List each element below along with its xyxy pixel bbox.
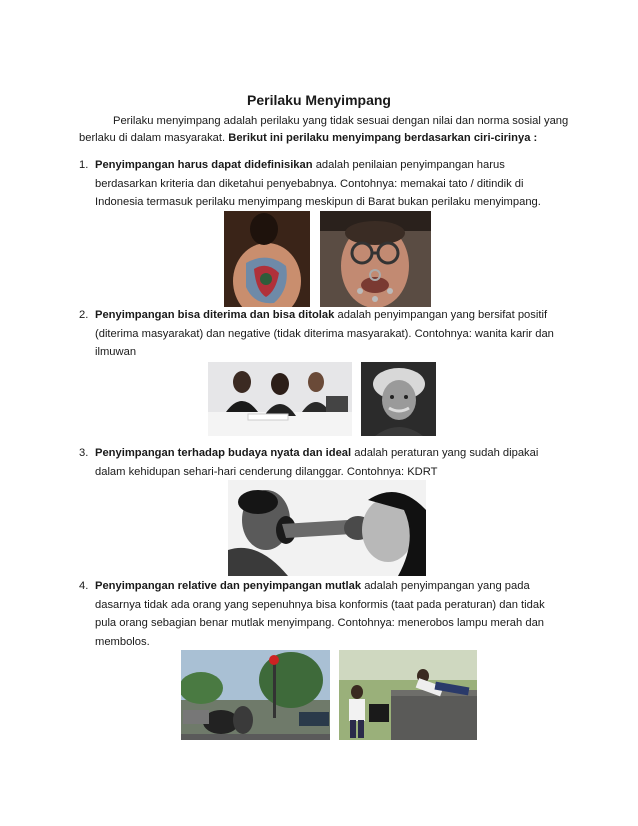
einstein-photo: [361, 362, 436, 436]
students-climbing-wall-photo: [339, 650, 477, 740]
career-women-photo: [208, 362, 352, 436]
traffic-light-photo: [181, 650, 330, 740]
item-text: adalah penyimpangan yang pada dasarnya tidak ada orang yang sepenuhnya bisa konformis (taat pada peraturan) dan tidak pula orang sebagian benar mutlak menyimpang. Contohnya: menerobos lampu merah dan membolos.: [95, 580, 545, 648]
item-heading: Penyimpangan relative dan penyimpangan mutlak: [95, 580, 362, 592]
list-item-4: [79, 577, 564, 651]
intro-bold-text: Berikut ini perilaku menyimpang berdasarkan ciri-cirinya :: [228, 132, 538, 144]
intro-text: Perilaku menyimpang adalah perilaku yang tidak sesuai dengan nilai dan norma sosial yang berlaku di dalam masyarakat.: [79, 115, 569, 144]
tattoo-back-photo: [224, 211, 310, 307]
item-number: 2.: [79, 309, 89, 321]
page-title: Perilaku Menyimpang: [247, 92, 391, 108]
item-text: adalah peraturan yang sudah dipakai dalam kehidupan sehari-hari cenderung dilanggar. Contohnya: KDRT: [95, 447, 539, 478]
domestic-violence-photo: [228, 480, 426, 576]
item-heading: Penyimpangan bisa diterima dan bisa ditolak: [95, 309, 335, 321]
list-item-2: [79, 306, 564, 362]
piercing-face-photo: [320, 211, 431, 307]
item-heading: Penyimpangan harus dapat didefinisikan: [95, 159, 313, 171]
list-item-1: [79, 156, 564, 212]
item-number: 1.: [79, 159, 89, 171]
item-heading: Penyimpangan terhadap budaya nyata dan ideal: [95, 447, 352, 459]
item-text: adalah penyimpangan yang bersifat positif (diterima masyarakat) dan negative (tidak diterima masyarakat). Contohnya: wanita karir dan ilmuwan: [95, 309, 554, 358]
intro-paragraph: [79, 113, 569, 147]
item-number: 4.: [79, 580, 89, 592]
item-text: adalah penilaian penyimpangan harus berdasarkan kriteria dan diketahui penyebabnya. Contohnya: memakai tato / ditindik di Indonesia termasuk perilaku menyimpang meskipun di Barat bukan perilaku menyimpang.: [95, 159, 541, 208]
list-item-3: [79, 444, 564, 481]
item-number: 3.: [79, 447, 89, 459]
